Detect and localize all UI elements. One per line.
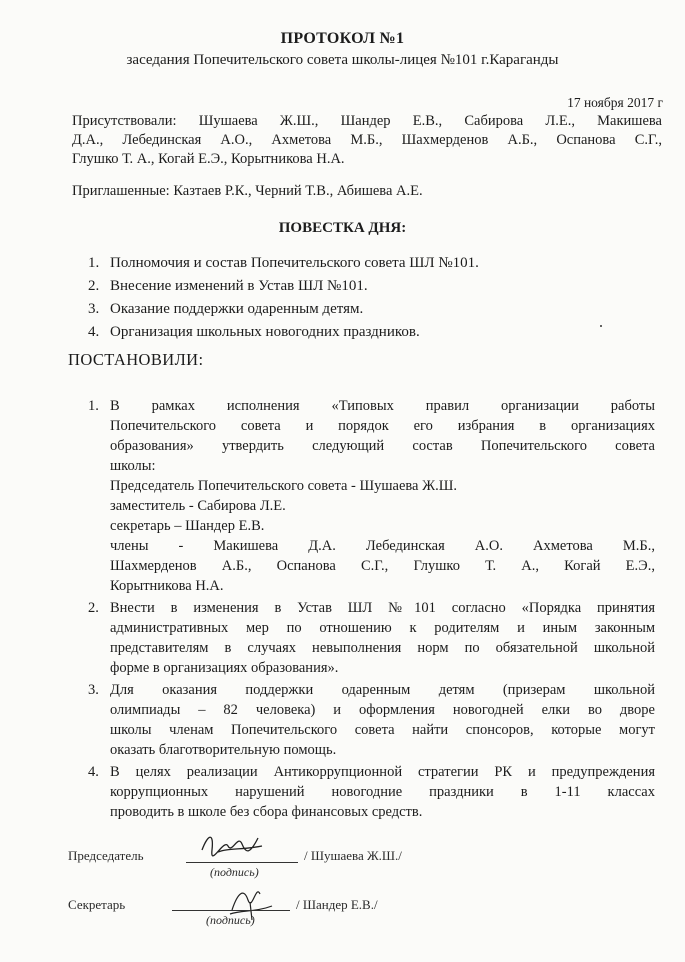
agenda-item-text: Внесение изменений в Устав ШЛ №101.	[110, 278, 368, 294]
council-members-line: члены - Макишева Д.А. Лебединская А.О. Ахметова М.Б.,	[110, 538, 655, 554]
agenda-item-text: Полномочия и состав Попечительского совета ШЛ №101.	[110, 255, 479, 271]
chair-signature-label: Председатель	[68, 848, 144, 863]
present-list	[72, 112, 662, 169]
chair-signature-scribble	[198, 828, 268, 862]
council-chair: Председатель Попечительского совета - Шушаева Ж.Ш.	[110, 478, 457, 494]
agenda-item	[88, 298, 479, 321]
resolution-line: Попечительского совета и порядок его избрания в организациях	[110, 418, 655, 434]
resolution-number: 1.	[88, 398, 99, 414]
resolution-line: коррупционных нарушений новогодние праздники в 1-11 классах	[110, 784, 655, 800]
chair-signature-line	[186, 862, 298, 863]
resolution-number: 2.	[88, 600, 99, 616]
secretary-signature-line	[172, 910, 290, 911]
document-date: 17 ноября 2017 г	[567, 95, 663, 110]
document-subtitle: заседания Попечительского совета школы-лицея №101 г.Караганды	[126, 52, 559, 68]
resolution-number: 4.	[88, 764, 99, 780]
resolution-item-4	[88, 762, 655, 822]
resolution-item-3	[88, 680, 655, 760]
invited-list: Приглашенные: Казтаев Р.К., Черний Т.В., Абишева А.Е.	[72, 183, 423, 199]
agenda-item	[88, 321, 479, 344]
resolution-line: Для оказания поддержки одаренным детям (призерам школьной	[110, 682, 655, 698]
agenda-item-number: 1.	[88, 255, 100, 271]
secretary-signature-label: Секретарь	[68, 897, 126, 912]
council-members-line: Шахмерденов А.Б., Оспанова С.Г., Глушко Т. А., Когай Е.Э.,	[110, 558, 655, 574]
agenda-item	[88, 252, 479, 275]
resolution-line: Внести в изменения в Устав ШЛ №101 согласно «Порядка принятия	[110, 600, 655, 616]
agenda-heading: ПОВЕСТКА ДНЯ:	[278, 220, 407, 236]
resolution-line: проводить в школе без сбора финансовых средств.	[110, 804, 423, 820]
speck-mark	[600, 325, 602, 327]
resolution-line: школы:	[110, 458, 156, 474]
present-line: Д.А., Лебединская А.О., Ахметова М.Б., Шахмерденов А.Б., Оспанова С.Г.,	[72, 132, 662, 148]
resolution-line: оказать благотворительную помощь.	[110, 742, 337, 758]
chair-signature-name: / Шушаева Ж.Ш./	[304, 848, 402, 863]
secretary-signature-name: / Шандер Е.В./	[296, 897, 378, 912]
agenda-item-text: Организация школьных новогодних праздников.	[110, 324, 420, 340]
resolution-number: 3.	[88, 682, 99, 698]
resolution-line: олимпиады – 82 человека) и оформления новогодней елки во дворе	[110, 702, 655, 718]
agenda-item-number: 2.	[88, 278, 100, 294]
council-deputy: заместитель - Сабирова Л.Е.	[110, 498, 286, 514]
resolution-line: В целях реализации Антикоррупционной стратегии РК и предупреждения	[110, 764, 655, 780]
resolution-line: школы членам Попечительского совета найти спонсоров, которые могут	[110, 722, 655, 738]
resolution-item-2	[88, 598, 655, 678]
council-members-line: Корытникова Н.А.	[110, 578, 224, 594]
resolution-line: форме в организациях образования».	[110, 660, 339, 676]
resolution-line: В рамках исполнения «Типовых правил организации работы	[110, 398, 655, 414]
agenda-list	[88, 252, 479, 344]
resolution-line: представителям в случаях невыполнения норм по обязательной школьной	[110, 640, 655, 656]
chair-signature-caption: (подпись)	[210, 865, 259, 879]
present-line: Глушко Т. А., Когай Е.Э., Корытникова Н.А.	[72, 151, 345, 167]
present-line: Присутствовали: Шушаева Ж.Ш., Шандер Е.В., Сабирова Л.Е., Макишева	[72, 113, 662, 129]
resolution-line: образования» утвердить следующий состав Попечительского совета	[110, 438, 655, 454]
agenda-item-text: Оказание поддержки одаренным детям.	[110, 301, 364, 317]
council-secretary: секретарь – Шандер Е.В.	[110, 518, 265, 534]
agenda-item	[88, 275, 479, 298]
resolved-heading: ПОСТАНОВИЛИ:	[68, 350, 204, 369]
resolution-line: административных мер по отношению к родителям и иным законным	[110, 620, 655, 636]
secretary-signature-caption: (подпись)	[206, 913, 255, 927]
agenda-item-number: 4.	[88, 324, 100, 340]
agenda-item-number: 3.	[88, 301, 100, 317]
resolution-item-1	[88, 396, 655, 596]
document-title: ПРОТОКОЛ №1	[280, 30, 405, 47]
resolution-list	[88, 396, 655, 824]
